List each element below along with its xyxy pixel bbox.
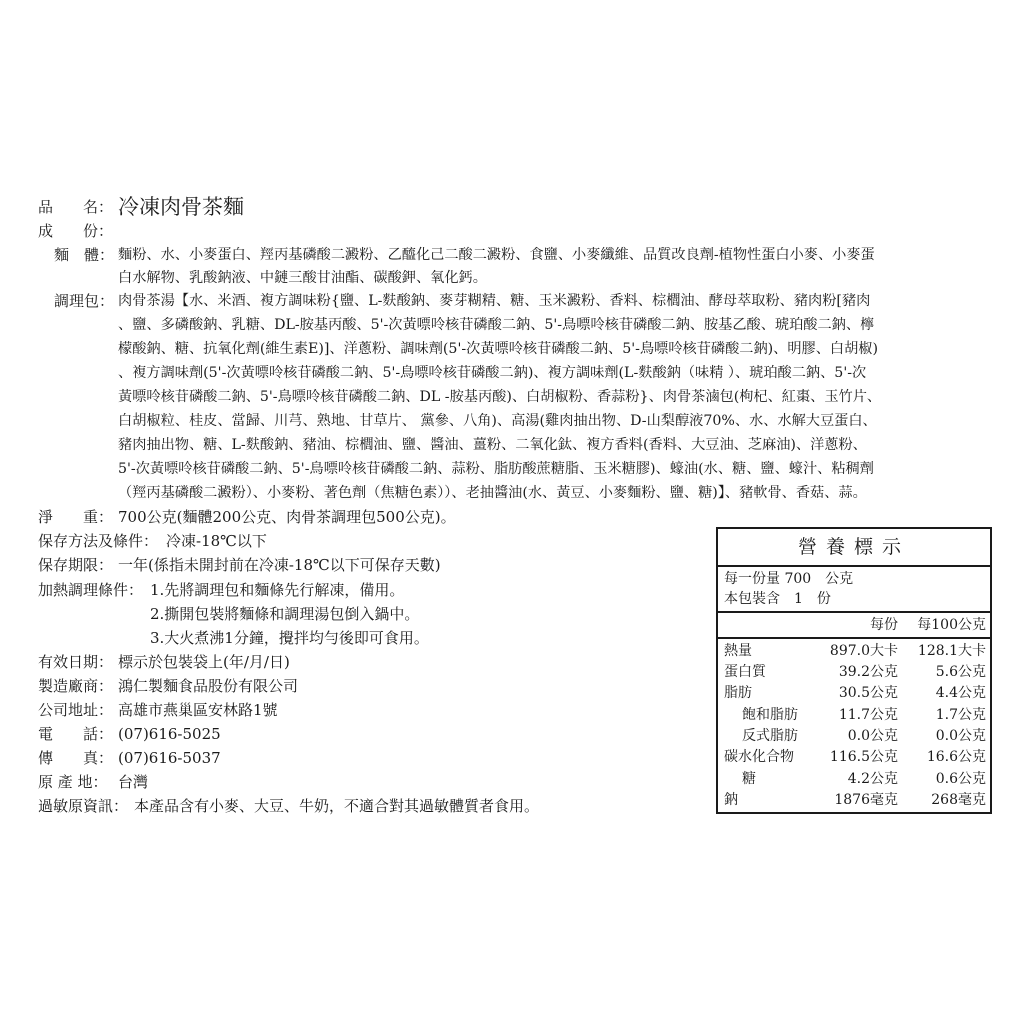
nutrient-per-serving: 0.0公克 — [847, 728, 898, 744]
col-header-per-100g: 每100公克 — [917, 617, 986, 633]
nutrient-per-100g: 0.6公克 — [935, 771, 986, 787]
allergen-info: 本產品含有小麥、大豆、牛奶，不適合對其過敏體質者食用。 — [134, 797, 540, 815]
nutrient-per-serving: 39.2公克 — [838, 664, 898, 680]
fax: (07)616-5037 — [118, 749, 221, 767]
product-name: 冷凍肉骨茶麵 — [118, 195, 244, 219]
origin: 台灣 — [118, 773, 149, 791]
nutrient-per-serving: 1876毫克 — [834, 792, 898, 808]
serving-size: 每一份量 700 公克 — [724, 571, 854, 587]
nutrient-name: 脂肪 — [724, 685, 752, 701]
net-weight-label: 淨 重： — [38, 508, 114, 526]
sauce-line: 、複方調味劑(5'-次黃嘌呤核苷磷酸二鈉、5'-鳥嘌呤核苷磷酸二鈉)、複方調味劑(L-麩酸鈉（味精 ）、琥珀酸二鈉、5'-次 — [118, 365, 867, 381]
expiry-date: 標示於包裝袋上(年/月/日) — [118, 653, 290, 671]
nutrition-facts-table — [716, 527, 992, 814]
allergen-label: 過敏原資訊： — [38, 797, 129, 815]
heating-label: 加熱調理條件： — [38, 581, 144, 599]
sauce-line: 黃嘌呤核苷磷酸二鈉、5'-鳥嘌呤核苷磷酸二鈉、DL -胺基丙酸)、白胡椒粉、香蒜粉}、肉骨茶滷包(枸杞、紅棗、玉竹片、 — [118, 389, 882, 405]
sauce-line: 5'-次黃嘌呤核苷磷酸二鈉、5'-鳥嘌呤核苷磷酸二鈉、蒜粉、脂肪酸蔗糖脂、玉米糖膠)、蠔油(水、糖、鹽、蠔汁、粘稠劑 — [118, 461, 874, 477]
nutrient-per-100g: 16.6公克 — [926, 749, 986, 765]
nutrient-per-serving: 116.5公克 — [829, 749, 898, 765]
nutrient-per-100g: 4.4公克 — [935, 685, 986, 701]
heating-step: 1.先將調理包和麵條先行解凍，備用。 — [150, 581, 405, 599]
nutrient-name: 碳水化合物 — [724, 749, 794, 765]
storage-label: 保存方法及條件： — [38, 532, 159, 550]
sauce-line: 、鹽、多磷酸鈉、乳糖、DL-胺基丙酸、5'-次黃嘌呤核苷磷酸二鈉、5'-鳥嘌呤核苷磷酸二鈉、胺基乙酸、琥珀酸二鈉、檸 — [118, 317, 875, 333]
table-divider — [718, 637, 990, 639]
nutrient-name: 熱量 — [724, 643, 752, 659]
nutrient-per-serving: 30.5公克 — [838, 685, 898, 701]
nutrient-per-100g: 268毫克 — [931, 792, 986, 808]
nutrient-per-serving: 897.0大卡 — [829, 643, 898, 659]
manufacturer-label: 製造廠商： — [38, 677, 114, 695]
heating-step: 2.撕開包裝將麵條和調理湯包倒入鍋中。 — [150, 605, 420, 623]
nutrient-per-100g: 1.7公克 — [935, 707, 986, 723]
noodle-label: 麵 體： — [54, 246, 115, 264]
nutrient-name: 飽和脂肪 — [742, 707, 798, 723]
storage-condition: 冷凍-18℃以下 — [166, 532, 267, 550]
nutrient-per-100g: 5.6公克 — [935, 664, 986, 680]
nutrient-name: 糖 — [742, 771, 756, 787]
phone-label: 電 話： — [38, 725, 114, 743]
fax-label: 傳 真： — [38, 749, 114, 767]
nutrient-name: 蛋白質 — [724, 664, 766, 680]
nutrient-per-100g: 0.0公克 — [935, 728, 986, 744]
shelf-life: 一年(係指未開封前在冷凍-18℃以下可保存天數) — [118, 556, 441, 574]
noodle-line: 白水解物、乳酸鈉液、中鏈三酸甘油酯、碳酸鉀、氧化鈣。 — [118, 270, 487, 286]
sauce-label: 調理包： — [54, 292, 115, 310]
noodle-line: 麵粉、水、小麥蛋白、羥丙基磷酸二澱粉、乙醯化己二酸二澱粉、食鹽、小麥纖維、品質改良劑-植物性蛋白小麥、小麥蛋 — [118, 247, 875, 263]
sauce-line: 白胡椒粒、桂皮、當歸、川芎、熟地、甘草片、 黨參、八角)、高湯(雞肉抽出物、D-山梨醇液70%、水、水解大豆蛋白、 — [118, 413, 877, 429]
expiry-label: 有效日期： — [38, 653, 114, 671]
origin-label: 原 產 地： — [38, 773, 108, 791]
sauce-line: 肉骨茶湯【水、米酒、複方調味粉{鹽、L-麩酸鈉、麥芽糊精、糖、玉米澱粉、香料、棕櫚油、酵母萃取粉、豬肉粉[豬肉 — [118, 293, 871, 309]
col-header-per-serving: 每份 — [870, 617, 898, 633]
servings-per-package: 本包裝含 1 份 — [724, 591, 831, 607]
nutrient-per-serving: 4.2公克 — [847, 771, 898, 787]
phone: (07)616-5025 — [118, 725, 221, 743]
sauce-line: 檬酸鈉、糖、抗氧化劑(維生素E)]、洋蔥粉、調味劑(5'-次黃嘌呤核苷磷酸二鈉、5'-鳥嘌呤核苷磷酸二鈉)、明膠、白胡椒) — [118, 341, 879, 357]
heating-step: 3.大火煮沸1分鐘，攪拌均勻後即可食用。 — [150, 629, 429, 647]
ingredients-label: 成 份： — [38, 222, 114, 240]
sauce-line: 豬肉抽出物、糖、L-麩酸鈉、豬油、棕櫚油、鹽、醬油、薑粉、二氧化鈦、複方香料(香料、大豆油、芝麻油)、洋蔥粉、 — [118, 437, 867, 453]
nutrient-per-serving: 11.7公克 — [838, 707, 898, 723]
nutrient-name: 反式脂肪 — [742, 728, 798, 744]
nutrient-per-100g: 128.1大卡 — [917, 643, 986, 659]
nutrition-title: 營養標示 — [718, 529, 990, 567]
shelf-life-label: 保存期限： — [38, 556, 114, 574]
table-divider — [718, 611, 990, 613]
net-weight: 700公克(麵體200公克、肉骨茶調理包500公克)。 — [118, 508, 456, 526]
address-label: 公司地址： — [38, 701, 114, 719]
product-name-label: 品 名： — [38, 198, 114, 216]
manufacturer: 鴻仁製麵食品股份有限公司 — [118, 677, 299, 695]
nutrient-name: 鈉 — [724, 792, 738, 808]
sauce-line: （羥丙基磷酸二澱粉）、小麥粉、著色劑（焦糖色素））、老抽醬油(水、黃豆、小麥麵粉、鹽、糖)】、豬軟骨、香菇、蒜。 — [118, 485, 867, 501]
address: 高雄市燕巢區安林路1號 — [118, 701, 278, 719]
